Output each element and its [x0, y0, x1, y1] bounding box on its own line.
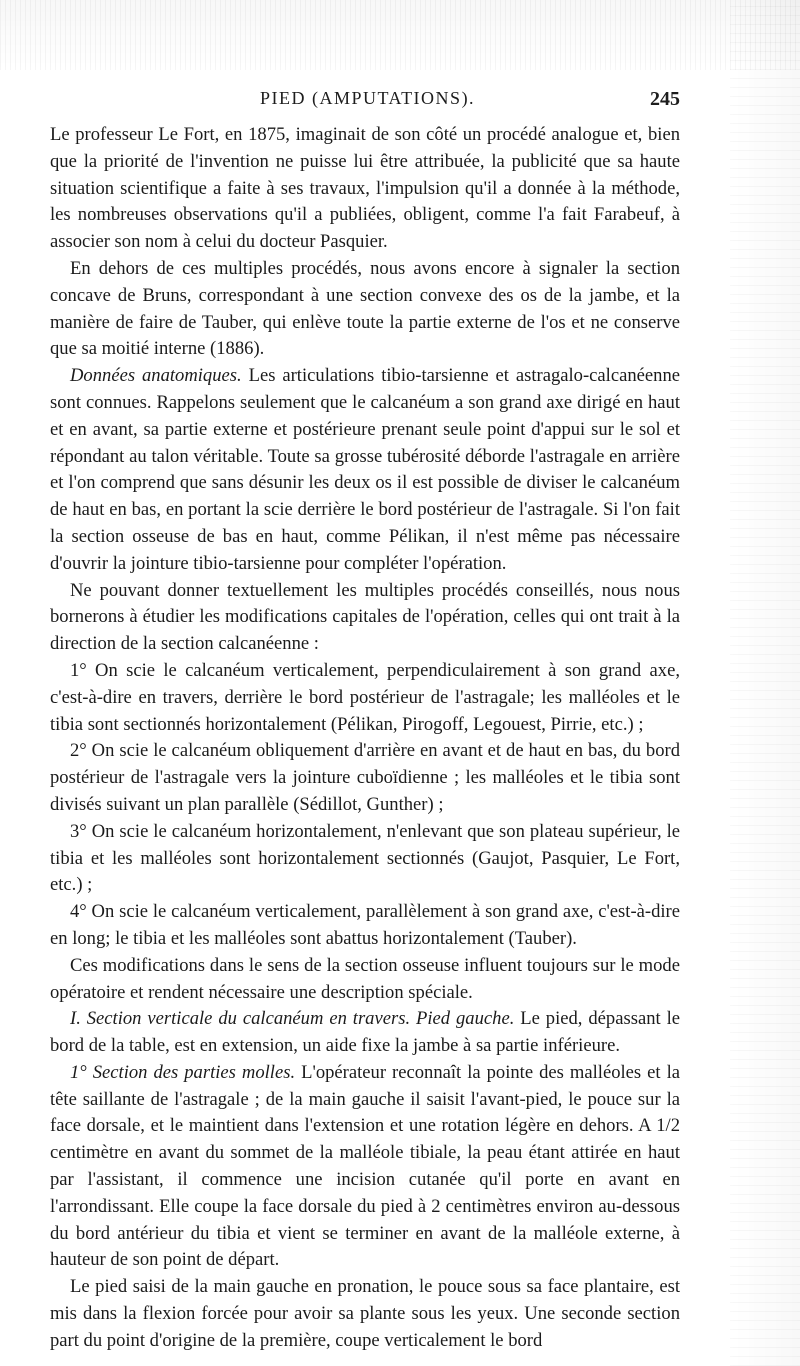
paragraph: Données anatomiques. Les articulations tibio-tarsienne et astragalo-calcanéenne sont connues. Rappelons seulement que le calcanéum a son grand axe dirigé en haut et en avant, sa partie externe et postérieure prenant seule point d'appui sur le sol et répondant au talon véritable. Toute sa grosse tubérosité déborde l'astragale en arrière et l'on comprend que sans désunir les deux os il est possible de diviser le calcanéum de haut en bas, en portant la scie derrière le bord postérieur de l'astragale. Si l'on fait la section osseuse de bas en haut, comme Pélikan, il n'est même pas nécessaire d'ouvrir la jointure tibio-tarsienne pour compléter l'opération. — [50, 365, 680, 574]
paragraph: Ces modifications dans le sens de la section osseuse influent toujours sur le mode opératoire et rendent nécessaire une description spéciale. — [50, 954, 680, 1003]
scan-noise-right — [730, 0, 800, 1366]
paragraph: 1° Section des parties molles. L'opérateur reconnaît la pointe des malléoles et la tête saillante de l'astragale ; de la main gauche il saisit l'avant-pied, le pouce sur la face dorsale, et le maintient dans l'extension et une rotation légère en dehors. A 1/2 centimètre en avant du sommet de la malléole tibiale, la peau étant attirée en haut par l'assistant, il commence une incision cutanée qu'il porte en avant en l'arrondissant. Elle coupe la face dorsale du pied à 2 centimètres environ au-dessous du bord antérieur du tibia et vient se terminer en avant de la malléole externe, à hauteur de son point de départ. — [50, 1061, 680, 1271]
running-head: PIED (AMPUTATIONS). — [260, 88, 476, 108]
list-item: 1° On scie le calcanéum verticalement, perpendiculairement à son grand axe, c'est-à-dire en travers, derrière le bord postérieur de l'astragale; les malléoles et le tibia sont sectionnés horizontalement (Pélikan, Pirogoff, Legouest, Pirrie, etc.) ; — [50, 659, 680, 735]
list-item: 3° On scie le calcanéum horizontalement, n'enlevant que son plateau supérieur, le tibia et les malléoles sont horizontalement sectionnés (Gaujot, Pasquier, Le Fort, etc.) ; — [50, 820, 680, 896]
paragraph: En dehors de ces multiples procédés, nous avons encore à signaler la section concave de Bruns, correspondant à une section convexe des os de la jambe, et la manière de faire de Tauber, qui enlève toute la partie externe de l'os et ne conserve que sa moitié interne (1886). — [50, 257, 680, 360]
page-header — [50, 88, 680, 114]
paragraph: Ne pouvant donner textuellement les multiples procédés conseillés, nous nous bornerons à étudier les modifications capitales de l'opération, celles qui ont trait à la direction de la section calcanéenne : — [50, 579, 680, 655]
paragraph: Le professeur Le Fort, en 1875, imaginait de son côté un procédé analogue et, bien que la priorité de l'invention ne puisse lui être attribuée, la publicité que sa haute situation scientifique a faite à ses travaux, l'impulsion qu'il a donnée à la méthode, les nombreuses observations qu'il a publiées, obligent, comme l'a fait Farabeuf, à associer son nom à celui du docteur Pasquier. — [50, 124, 680, 253]
page-number: 245 — [650, 88, 680, 110]
paragraph: Le pied saisi de la main gauche en pronation, le pouce sous sa face plantaire, est mis dans la flexion forcée pour avoir sa plante sous les yeux. Une seconde section part du point d'origine de la première, coupe verticalement le bord — [50, 1276, 680, 1351]
scan-noise-top — [0, 0, 800, 70]
paragraph: I. Section verticale du calcanéum en travers. Pied gauche. Le pied, dépassant le bord de la table, est en extension, un aide fixe la jambe à sa partie inférieure. — [50, 1008, 680, 1057]
list-item: 2° On scie le calcanéum obliquement d'arrière en avant et de haut en bas, du bord postérieur de l'astragale vers la jointure cuboïdienne ; les malléoles et le tibia sont divisés suivant un plan parallèle (Sédillot, Gunther) ; — [50, 740, 680, 815]
italic-heading: I. Section verticale du calcanéum en travers. Pied gauche. — [70, 1008, 515, 1030]
list-item: 4° On scie le calcanéum verticalement, parallèlement à son grand axe, c'est-à-dire en long; le tibia et les malléoles sont abattus horizontalement (Tauber). — [50, 901, 680, 949]
italic-heading: Données anatomiques. — [70, 365, 242, 387]
italic-heading: 1° Section des parties molles. — [70, 1061, 296, 1083]
body-text — [50, 122, 680, 1355]
